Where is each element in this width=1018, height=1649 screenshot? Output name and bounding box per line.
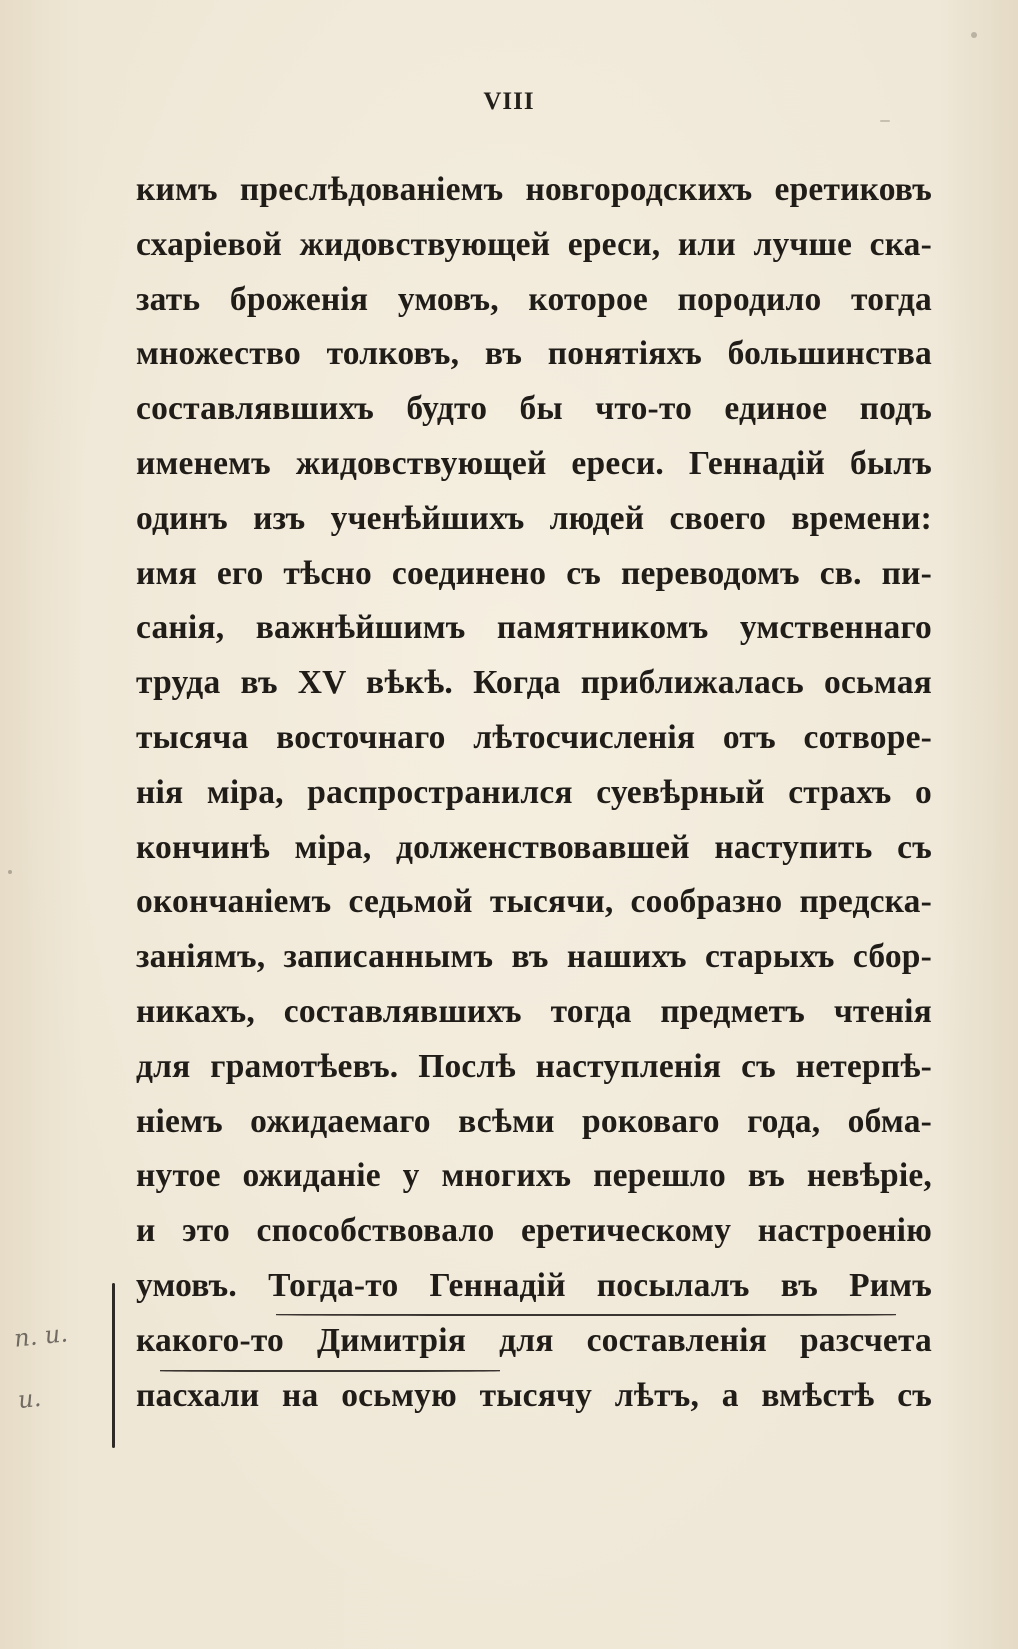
- pencil-underline: [276, 1314, 896, 1316]
- text-line: окончаніемъ седьмой тысячи, сообразно предска-: [136, 883, 932, 921]
- text-line: умовъ. Тогда-то Геннадій посылалъ въ Римъ: [136, 1266, 932, 1304]
- text-line: нутое ожиданіе у многихъ перешло въ невѣріе,: [136, 1157, 932, 1195]
- text-line: никахъ, составлявшихъ тогда предметъ чтенія: [136, 992, 932, 1030]
- text-line: схаріевой жидовствующей ереси, или лучше ска-: [136, 225, 932, 263]
- text-line: нія міра, распространился суевѣрный страхъ о: [136, 773, 932, 811]
- text-line: кончинѣ міра, долженствовавшей наступить съ: [136, 828, 932, 866]
- text-line: пасхали на осьмую тысячу лѣтъ, а вмѣстѣ съ: [136, 1376, 932, 1414]
- body-text: [136, 163, 932, 1423]
- text-line: тысяча восточнаго лѣтосчисленія отъ сотворе-: [136, 718, 932, 756]
- text-line: множество толковъ, въ понятіяхъ большинства: [136, 335, 932, 373]
- text-line: и это способствовало еретическому настроенію: [136, 1212, 932, 1250]
- text-line: имя его тѣсно соединено съ переводомъ св. пи-: [136, 554, 932, 592]
- margin-note: п. и.: [12, 1319, 70, 1353]
- paper-speck: [971, 32, 977, 38]
- text-line: ніемъ ожидаемаго всѣми роковаго года, обма-: [136, 1102, 932, 1140]
- paper-speck: [880, 120, 890, 122]
- text-line: какого-то Димитрія для составленія разсчета: [136, 1321, 932, 1359]
- text-line: для грамотѣевъ. Послѣ наступленія съ нетерпѣ-: [136, 1047, 932, 1085]
- text-line: зать броженія умовъ, которое породило тогда: [136, 280, 932, 318]
- margin-note: и.: [16, 1383, 43, 1415]
- text-line: составлявшихъ будто бы что-то единое подъ: [136, 390, 932, 428]
- text-line: труда въ XV вѣкѣ. Когда приближалась осьмая: [136, 664, 932, 702]
- page-number: VIII: [483, 88, 535, 115]
- pencil-underline: [160, 1370, 500, 1372]
- text-line: одинъ изъ ученѣйшихъ людей своего времени:: [136, 499, 932, 537]
- text-line: заніямъ, записаннымъ въ нашихъ старыхъ сбор-: [136, 938, 932, 976]
- text-line: санія, важнѣйшимъ памятникомъ умственнаго: [136, 609, 932, 647]
- paper-speck: [8, 870, 12, 874]
- text-line: кимъ преслѣдованіемъ новгородскихъ еретиковъ: [136, 171, 932, 208]
- margin-bracket: [112, 1283, 115, 1448]
- text-line: именемъ жидовствующей ереси. Геннадій былъ: [136, 444, 932, 482]
